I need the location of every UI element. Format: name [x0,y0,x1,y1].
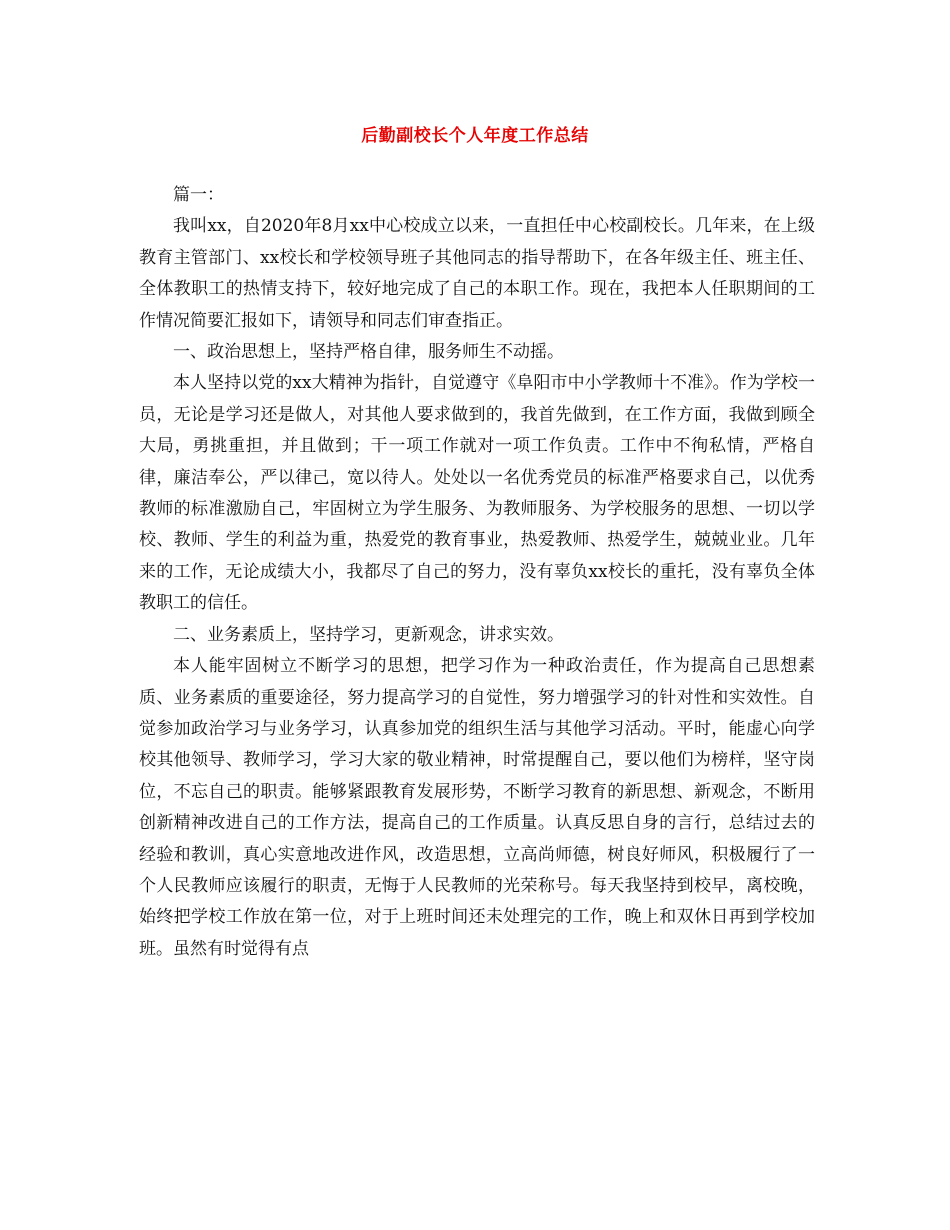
heading-professional: 二、业务素质上，坚持学习，更新观念，讲求实效。 [173,624,564,645]
document-body [139,180,815,965]
heading-political: 一、政治思想上，坚持严格自律，服务师生不动摇。 [173,342,564,363]
paragraph-professional: 本人能牢固树立不断学习的思想，把学习作为一种政治责任，作为提高自己思想素质、业务素质的重要途径，努力提高学习的自觉性，努力增强学习的针对性和实效性。自觉参加政治学习与业务学习，认真参加党的组织生活与其他学习活动。平时，能虚心向学校其他领导、教师学习，学习大家的敬业精神，时常提醒自己，要以他们为榜样，坚守岗位，不忘自己的职责。能够紧跟教育发展形势，不断学习教育的新思想、新观念，不断用创新精神改进自己的工作方法，提高自己的工作质量。认真反思自身的言行，总结过去的经验和教训，真心实意地改进作风，改造思想，立高尚师德，树良好师风，积极履行了一个人民教师应该履行的职责，无悔于人民教师的光荣称号。每天我坚持到校早，离校晚，始终把学校工作放在第一位，对于上班时间还未处理完的工作，晚上和双休日再到学校加班。虽然有时觉得有点 [139,656,815,959]
paragraph-section-label: 篇一： [173,185,224,205]
paragraph-intro: 我叫xx，自2020年8月xx中心校成立以来，一直担任中心校副校长。几年来，在上级教育主管部门、xx校长和学校领导班子其他同志的指导帮助下，在各年级主任、班主任、全体教职工的热情支持下，较好地完成了自己的本职工作。现在，我把本人任职期间的工作情况简要汇报如下，请领导和同志们审查指正。 [139,216,815,331]
paragraph-political: 本人坚持以党的xx大精神为指针，自觉遵守《阜阳市中小学教师十不准》。作为学校一员，无论是学习还是做人，对其他人要求做到的，我首先做到，在工作方面，我做到顾全大局，勇挑重担，并且做到；干一项工作就对一项工作负责。工作中不徇私情，严格自律，廉洁奉公，严以律己，宽以待人。处处以一名优秀党员的标准严格要求自己，以优秀教师的标准激励自己，牢固树立为学生服务、为教师服务、为学校服务的思想、一切以学校、教师、学生的利益为重，热爱党的教育事业，热爱教师、热爱学生，兢兢业业。几年来的工作，无论成绩大小，我都尽了自己的努力，没有辜负xx校长的重托，没有辜负全体教职工的信任。 [139,373,815,614]
document-title: 后勤副校长个人年度工作总结 [361,126,589,146]
